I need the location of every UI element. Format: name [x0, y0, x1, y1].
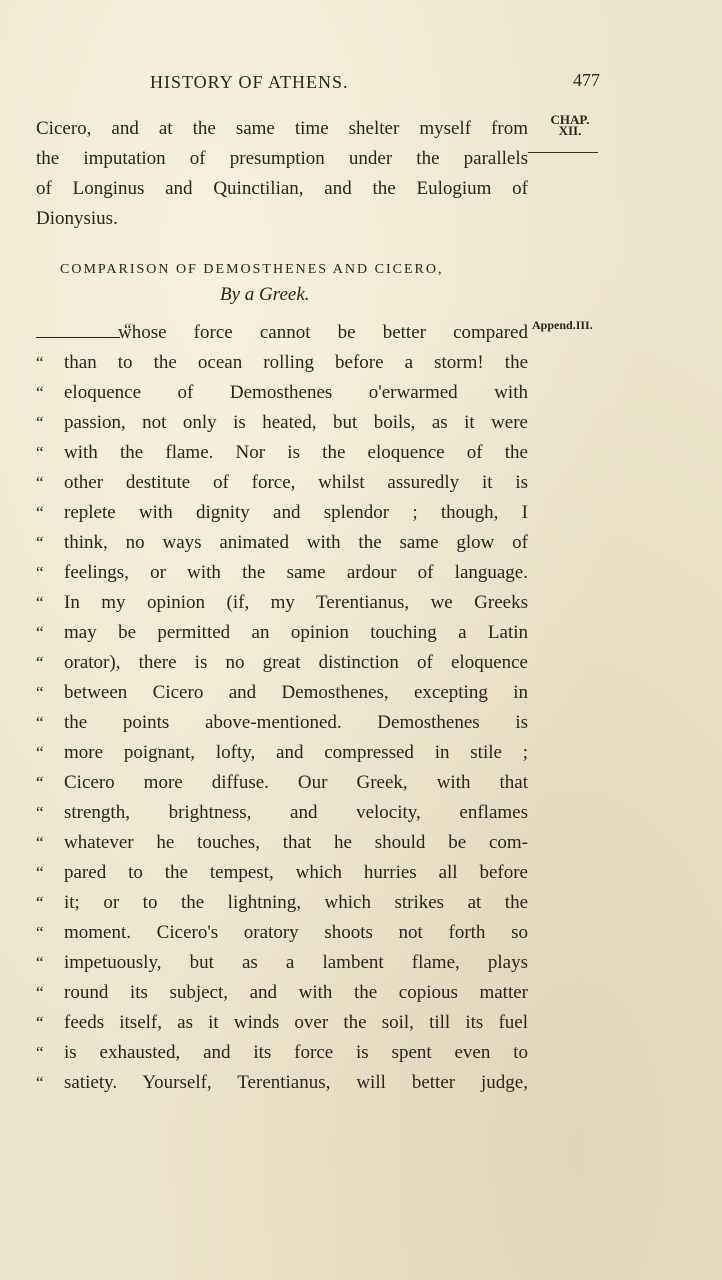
quote-line: “ may be permitted an opinion touching a Latin	[36, 618, 528, 648]
quote-line: “ think, no ways animated with the same glow of	[36, 528, 528, 558]
quote-line: “ Cicero more diffuse. Our Greek, with that	[36, 768, 528, 798]
quote-line: “ whatever he touches, that he should be com-	[36, 828, 528, 858]
quote-line: “ is exhausted, and its force is spent even to	[36, 1038, 528, 1068]
chapter-rule	[528, 152, 598, 153]
running-head: HISTORY OF ATHENS.	[150, 72, 349, 92]
chapter-margin-note	[540, 114, 600, 136]
quote-line: “ other destitute of force, whilst assuredly it is	[36, 468, 528, 498]
quote-line: “ with the flame. Nor is the eloquence of the	[36, 438, 528, 468]
quote-line: “ it; or to the lightning, which strikes at the	[36, 888, 528, 918]
quote-line: “ pared to the tempest, which hurries all before	[36, 858, 528, 888]
quote-line: “ In my opinion (if, my Terentianus, we Greeks	[36, 588, 528, 618]
intro-line: Cicero, and at the same time shelter myself from	[36, 118, 528, 139]
quote-line: “ feeds itself, as it winds over the soil, till its fuel	[36, 1008, 528, 1038]
chapter-label: CHAP.	[550, 112, 590, 127]
quote-line: “ between Cicero and Demosthenes, excepting in	[36, 678, 528, 708]
quote-line: “ replete with dignity and splendor ; though, I	[36, 498, 528, 528]
quote-line: “ feelings, or with the same ardour of language.	[36, 558, 528, 588]
page-number: 477	[573, 70, 600, 90]
quote-line: “ than to the ocean rolling before a storm! the	[36, 348, 528, 378]
intro-line: of Longinus and Quinctilian, and the Eulogium of	[36, 178, 528, 199]
appendix-margin-note: Append.III.	[532, 318, 593, 332]
quote-line: “ orator), there is no great distinction of eloquence	[36, 648, 528, 678]
quote-line: “ the points above-mentioned. Demosthenes is	[36, 708, 528, 738]
quote-line: “ moment. Cicero's oratory shoots not forth so	[36, 918, 528, 948]
quote-line: whose force cannot be better compared	[118, 322, 528, 343]
quote-line: “ passion, not only is heated, but boils, as it were	[36, 408, 528, 438]
quotation-paragraph	[36, 318, 528, 1098]
intro-line: the imputation of presumption under the parallels	[36, 148, 528, 169]
intro-paragraph	[36, 114, 528, 234]
quote-line: “ eloquence of Demosthenes o'erwarmed with	[36, 378, 528, 408]
section-title: COMPARISON OF DEMOSTHENES AND CICERO,	[60, 262, 444, 277]
quote-line: “ satiety. Yourself, Terentianus, will better judge,	[36, 1068, 528, 1098]
quote-line: “ round its subject, and with the copious matter	[36, 978, 528, 1008]
quote-line: “ strength, brightness, and velocity, enflames	[36, 798, 528, 828]
chapter-number: XII.	[558, 123, 582, 138]
page-header	[150, 72, 600, 96]
intro-line: Dionysius.	[36, 208, 118, 229]
section-byline: By a Greek.	[220, 284, 310, 305]
quote-line: “ impetuously, but as a lambent flame, plays	[36, 948, 528, 978]
quote-line: “ more poignant, lofty, and compressed in stile ;	[36, 738, 528, 768]
